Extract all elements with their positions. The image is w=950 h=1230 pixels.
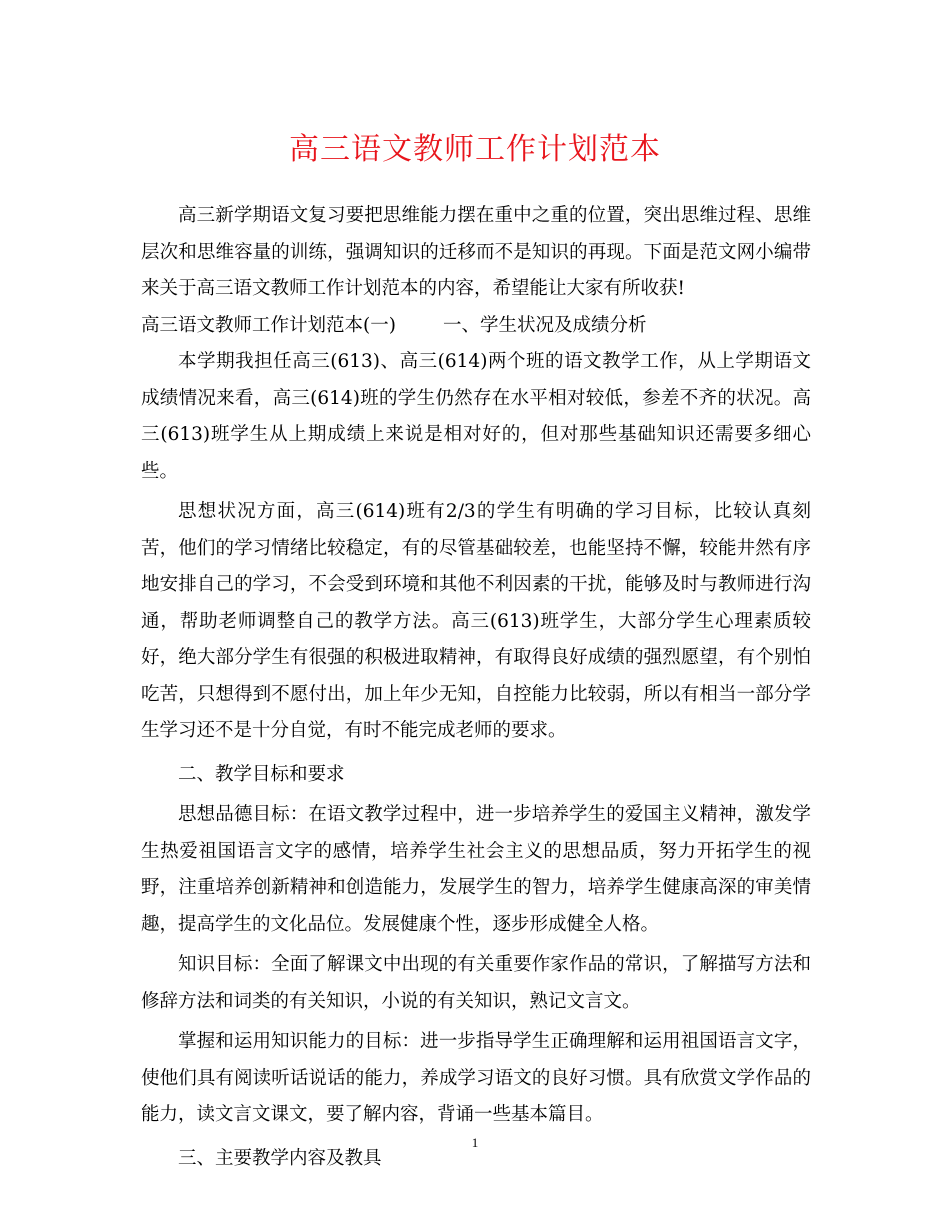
section-3-heading: 三、主要教学内容及教具 bbox=[178, 1147, 382, 1169]
document-body bbox=[141, 198, 811, 1177]
paragraph-moral-goal: 思想品德目标：在语文教学过程中，进一步培养学生的爱国主义精神，激发学生热爱祖国语言文字的感情，培养学生社会主义的思想品质，努力开拓学生的视野，注重培养创新精神和创造能力，发展学生的智力，培养学生健康高深的审美情趣，提高学生的文化品位。发展健康个性，逐步形成健全人格。 bbox=[141, 804, 811, 935]
paragraph-ability-goal: 掌握和运用知识能力的目标：进一步指导学生正确理解和运用祖国语言文字，使他们具有阅读听话说话的能力，养成学习语文的良好习惯。具有欣赏文学作品的能力，读文言文课文，要了解内容，背诵一些基本篇目。 bbox=[141, 1031, 811, 1125]
intro-paragraph: 高三新学期语文复习要把思维能力摆在重中之重的位置，突出思维过程、思维层次和思维容量的训练，强调知识的迁移而不是知识的再现。下面是范文网小编带来关于高三语文教师工作计划范本的内容，希望能让大家有所收获! bbox=[141, 205, 811, 299]
document-title: 高三语文教师工作计划范本 bbox=[289, 132, 661, 167]
section-1-heading: 一、学生状况及成绩分析 bbox=[442, 314, 647, 336]
paragraph-thinking-status: 思想状况方面，高三(614)班有2/3的学生有明确的学习目标，比较认真刻苦，他们的学习情绪比较稳定，有的尽管基础较差，也能坚持不懈，较能井然有序地安排自己的学习，不会受到环境和其他不利因素的干扰，能够及时与教师进行沟通，帮助老师调整自己的教学方法。高三(613)班学生，大部分学生心理素质较好，绝大部分学生有很强的积极进取精神，有取得良好成绩的强烈愿望，有个别怕吃苦，只想得到不愿付出，加上年少无知，自控能力比较弱，所以有相当一部分学生学习还不是十分自觉，有时不能完成老师的要求。 bbox=[141, 501, 811, 741]
paragraph-knowledge-goal: 知识目标：全面了解课文中出现的有关重要作家作品的常识，了解描写方法和修辞方法和词类的有关知识，小说的有关知识，熟记文言文。 bbox=[141, 954, 811, 1012]
paragraph-student-status: 本学期我担任高三(613)、高三(614)两个班的语文教学工作，从上学期语文成绩情况来看，高三(614)班的学生仍然存在水平相对较低，参差不齐的状况。高三(613)班学生从上期成绩上来说是相对好的，但对那些基础知识还需要多细心些。 bbox=[141, 351, 811, 482]
page-number: 1 bbox=[471, 1135, 479, 1150]
section-2-heading: 二、教学目标和要求 bbox=[178, 763, 345, 785]
sample-heading-line bbox=[141, 308, 811, 345]
sample-heading: 高三语文教师工作计划范本(一) bbox=[141, 314, 396, 336]
